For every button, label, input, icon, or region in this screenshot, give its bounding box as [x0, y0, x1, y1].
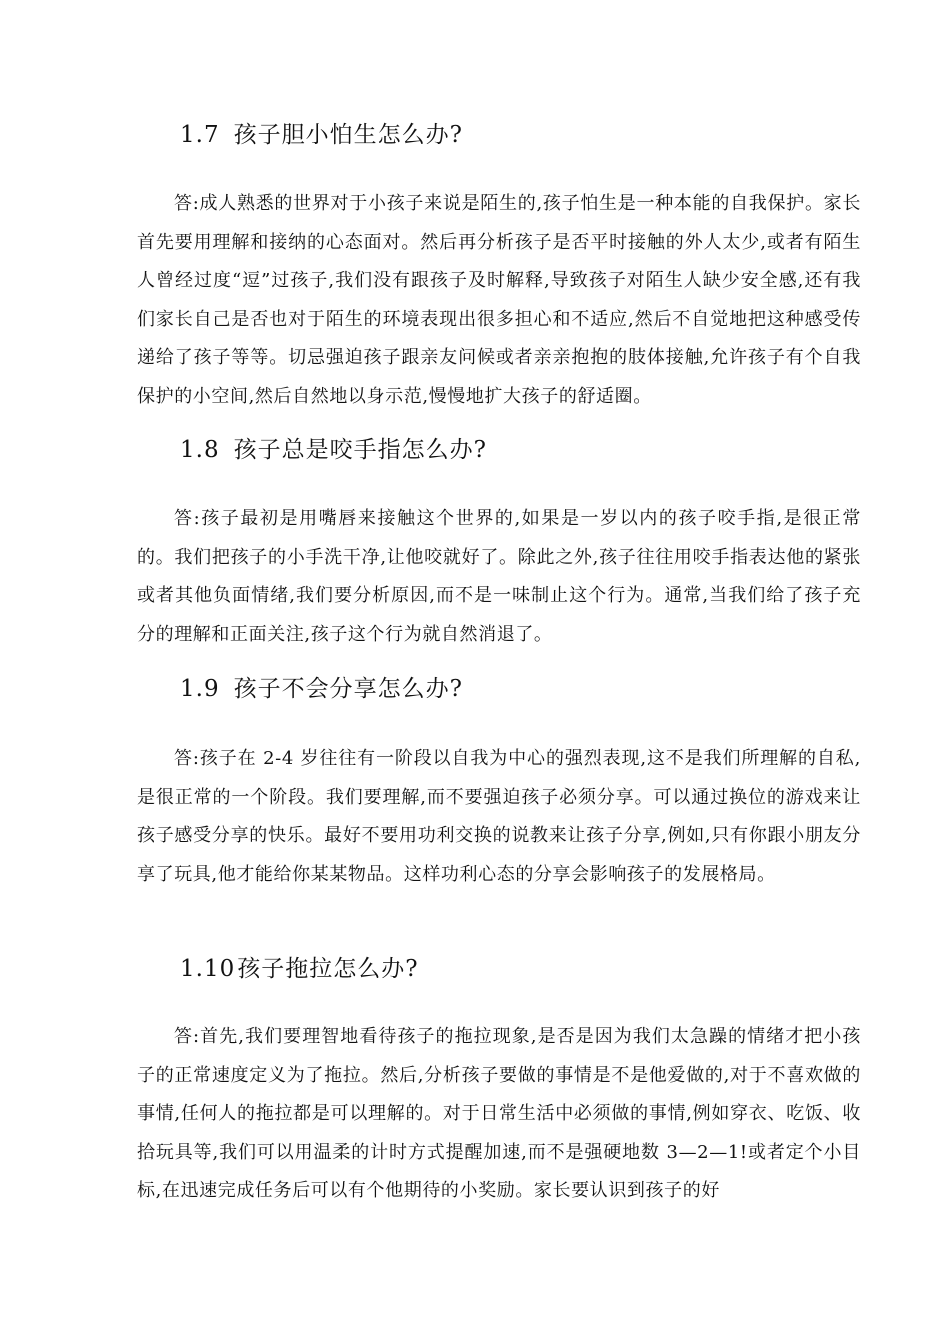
section-number: 1.8 [180, 437, 220, 463]
answer-paragraph-1-10: 答:首先,我们要理智地看待孩子的拖拉现象,是否是因为我们太急躁的情绪才把小孩子的正常速度定义为了拖拉。然后,分析孩子要做的事情是不是他爱做的,对于不喜欢做的事情,任何人的拖拉都是可以理解的。对于日常生活中必须做的事情,例如穿衣、吃饭、收拾玩具等,我们可以用温柔的计时方式提醒加速,而不是强硬地数 3—2—1!或者定个小目标,在迅速完成任务后可以有个他期待的小奖励。家长要认识到孩子的好 [137, 1026, 861, 1201]
section-title-text: 孩子不会分享怎么办? [233, 676, 463, 702]
section-heading-1-10 [180, 952, 860, 986]
section-number: 1.9 [180, 676, 220, 702]
section-heading-1-9 [180, 672, 860, 706]
section-title-text: 孩子总是咬手指怎么办? [233, 437, 487, 463]
answer-paragraph-1-8: 答:孩子最初是用嘴唇来接触这个世界的,如果是一岁以内的孩子咬手指,是很正常的。我们把孩子的小手洗干净,让他咬就好了。除此之外,孩子往往用咬手指表达他的紧张或者其他负面情绪,我们要分析原因,而不是一味制止这个行为。通常,当我们给了孩子充分的理解和正面关注,孩子这个行为就自然消退了。 [137, 508, 861, 645]
section-number: 1.10 [180, 956, 236, 982]
section-title-text: 孩子胆小怕生怎么办? [233, 122, 463, 148]
answer-paragraph-1-7: 答:成人熟悉的世界对于小孩子来说是陌生的,孩子怕生是一种本能的自我保护。家长首先要用理解和接纳的心态面对。然后再分析孩子是否平时接触的外人太少,或者有陌生人曾经过度“逗”过孩子,我们没有跟孩子及时解释,导致孩子对陌生人缺少安全感,还有我们家长自己是否也对于陌生的环境表现出很多担心和不适应,然后不自觉地把这种感受传递给了孩子等等。切忌强迫孩子跟亲友问候或者亲亲抱抱的肢体接触,允许孩子有个自我保护的小空间,然后自然地以身示范,慢慢地扩大孩子的舒适圈。 [137, 193, 861, 407]
section-number: 1.7 [180, 122, 220, 148]
section-heading-1-8 [180, 433, 860, 467]
section-title-text: 孩子拖拉怎么办? [237, 956, 419, 982]
section-heading-1-7 [180, 118, 860, 152]
answer-paragraph-1-9: 答:孩子在 2-4 岁往往有一阶段以自我为中心的强烈表现,这不是我们所理解的自私,是很正常的一个阶段。我们要理解,而不要强迫孩子必须分享。可以通过换位的游戏来让孩子感受分享的快乐。最好不要用功利交换的说教来让孩子分享,例如,只有你跟小朋友分享了玩具,他才能给你某某物品。这样功利心态的分享会影响孩子的发展格局。 [137, 748, 861, 885]
